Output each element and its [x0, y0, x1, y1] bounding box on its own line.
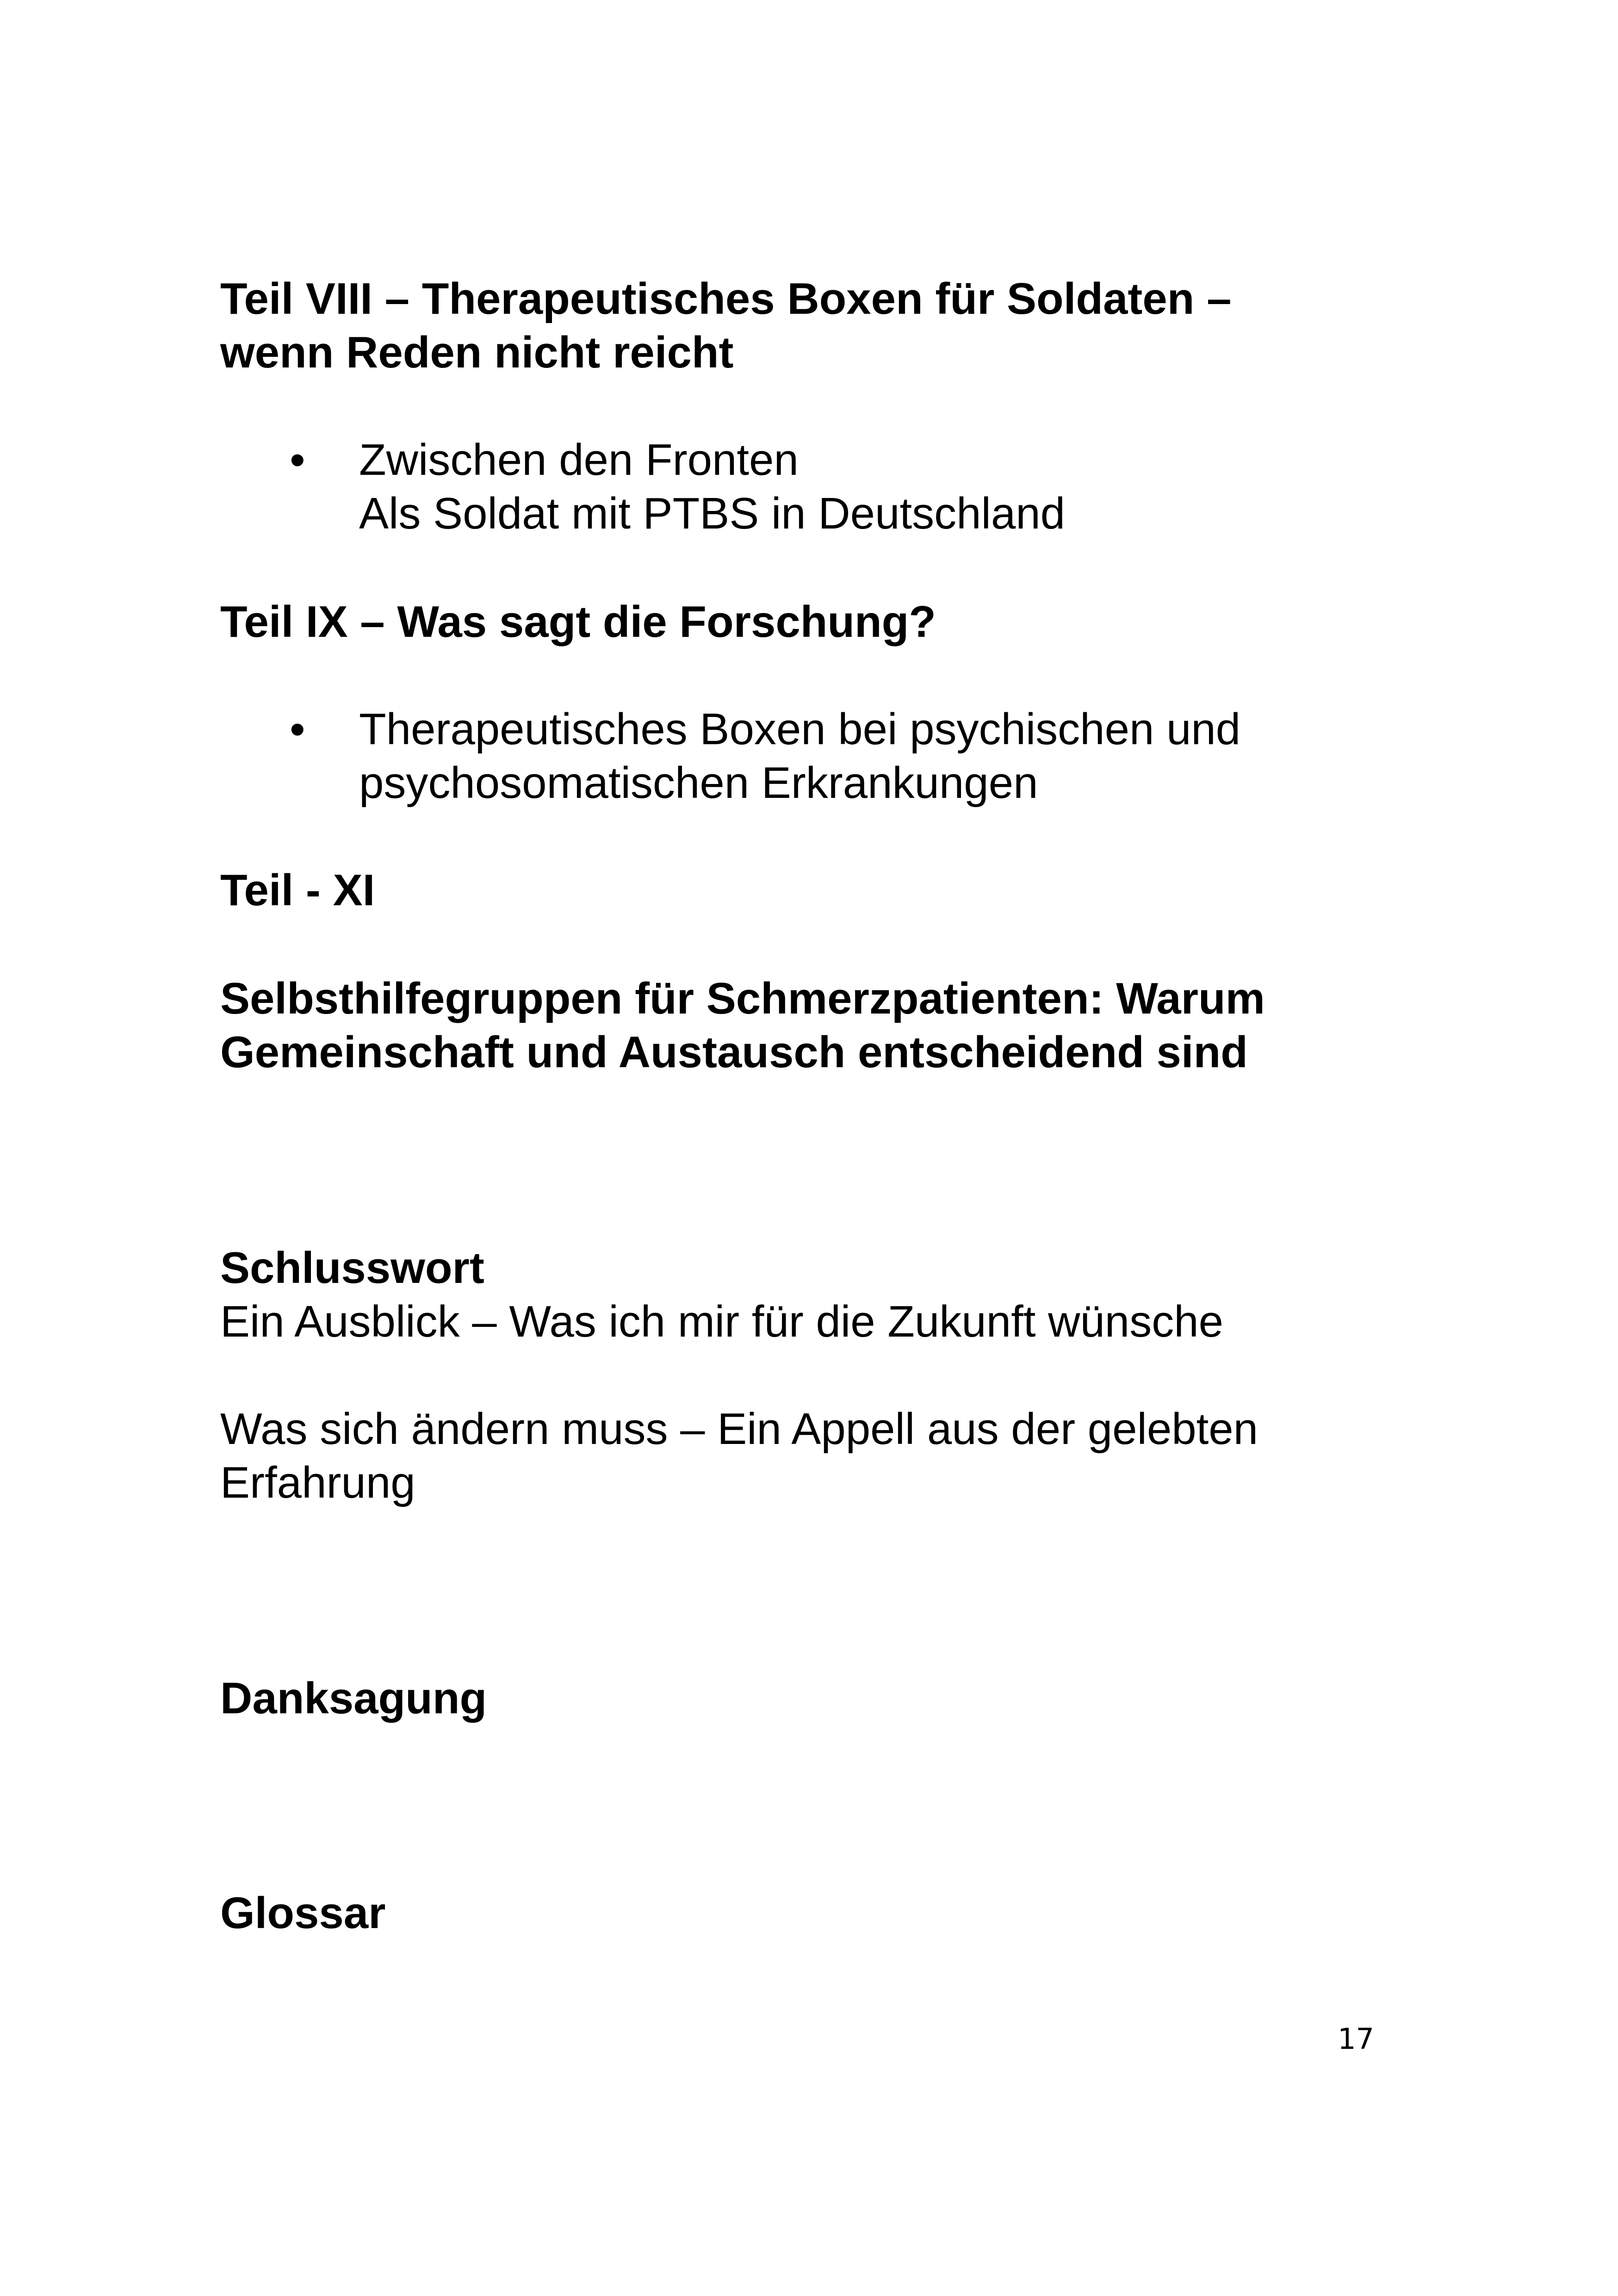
teil-xi-heading: [220, 864, 1377, 917]
teil-ix-heading-line: Teil IX – Was sagt die Forschung?: [220, 597, 936, 647]
teil-xi-subheading-line-1: Selbsthilfegruppen für Schmerzpatienten: Warum: [220, 974, 1265, 1023]
bullet-icon: •: [290, 704, 305, 754]
teil-xi-subheading: [220, 972, 1377, 1079]
teil-viii-heading-line-2: wenn Reden nicht reicht: [220, 328, 734, 377]
schlusswort-paragraph-2: [220, 1402, 1377, 1510]
danksagung-heading-line: Danksagung: [220, 1674, 487, 1723]
teil-xi-heading-line: Teil - XI: [220, 865, 375, 915]
schlusswort-paragraph-2-line-1: Was sich ändern muss – Ein Appell aus der gelebten: [220, 1404, 1258, 1454]
teil-ix-heading: [220, 595, 1377, 649]
teil-ix-bullet-line-1: Therapeutisches Boxen bei psychischen und: [359, 704, 1241, 754]
schlusswort-heading: Schlusswort: [220, 1243, 484, 1293]
danksagung-heading: [220, 1672, 1377, 1725]
schlusswort-line-1: Ein Ausblick – Was ich mir für die Zukunft wünsche: [220, 1297, 1223, 1346]
teil-viii-bullet-line-1: Zwischen den Fronten: [359, 435, 799, 485]
teil-viii-bullet-text: [359, 433, 1065, 541]
page-number: 17: [1338, 2022, 1374, 2056]
bullet-icon: •: [290, 435, 305, 485]
glossar-heading: [220, 1886, 1377, 1940]
schlusswort-paragraph-2-line-2: Erfahrung: [220, 1458, 415, 1507]
teil-viii-heading: [220, 272, 1377, 380]
teil-ix-bullet-text: [359, 703, 1240, 810]
teil-xi-subheading-line-2: Gemeinschaft und Austausch entscheidend sind: [220, 1027, 1248, 1077]
teil-ix-bullet-line-2: psychosomatischen Erkrankungen: [359, 758, 1038, 808]
teil-viii-bullet-line-2: Als Soldat mit PTBS in Deutschland: [359, 489, 1066, 538]
teil-viii-heading-line-1: Teil VIII – Therapeutisches Boxen für Soldaten –: [220, 274, 1232, 324]
schlusswort-section: [220, 1241, 1377, 1349]
glossar-heading-line: Glossar: [220, 1888, 386, 1938]
